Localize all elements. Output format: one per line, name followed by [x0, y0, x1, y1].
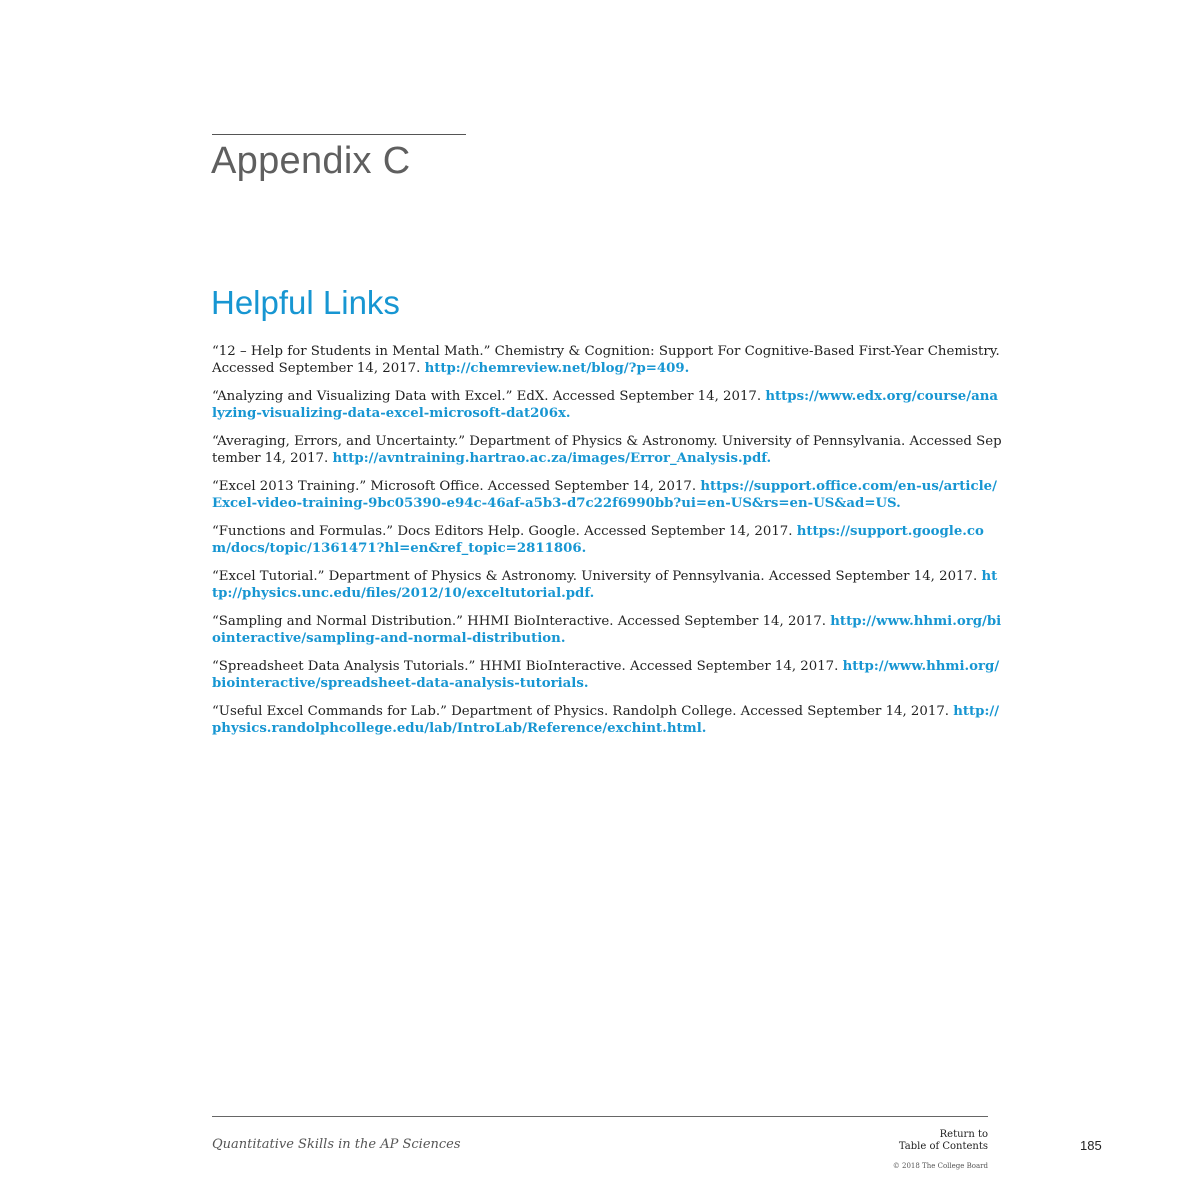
reference-item: [212, 524, 1002, 557]
return-line-2: Table of Contents: [898, 1141, 988, 1152]
reference-item: [212, 659, 1002, 692]
reference-text: “Sampling and Normal Distribution.” HHMI BioInteractive. Accessed September 14, 2017.: [212, 614, 831, 629]
reference-link[interactable]: https://www.edx.org/course/analyzing-visualizing-data-excel-microsoft-dat206x.: [212, 389, 998, 421]
reference-text: “Functions and Formulas.” Docs Editors Help. Google. Accessed September 14, 2017.: [212, 524, 797, 539]
reference-list: [212, 344, 1002, 749]
reference-text: “Analyzing and Visualizing Data with Excel.” EdX. Accessed September 14, 2017.: [212, 389, 766, 404]
reference-link[interactable]: http://chemreview.net/blog/?p=409.: [424, 360, 690, 376]
title-rule: [212, 134, 466, 135]
reference-link[interactable]: https://support.google.com/docs/topic/1361471?hl=en&ref_topic=2811806.: [212, 524, 984, 556]
reference-text: “12 – Help for Students in Mental Math.” Chemistry & Cognition: Support For Cognitive-Based First-Year Chemistry. Accessed September 14, 2017.: [212, 344, 1000, 376]
reference-link[interactable]: http://avntraining.hartrao.ac.za/images/Error_Analysis.pdf.: [332, 450, 772, 466]
section-title: Helpful Links: [211, 284, 400, 321]
appendix-title: Appendix C: [211, 140, 411, 182]
page-number: 185: [1080, 1138, 1102, 1153]
reference-item: [212, 614, 1002, 647]
reference-link[interactable]: http://www.hhmi.org/biointeractive/sampling-and-normal-distribution.: [212, 614, 1002, 646]
reference-item: [212, 434, 1002, 467]
reference-text: “Averaging, Errors, and Uncertainty.” Department of Physics & Astronomy. University of Pennsylvania. Accessed September 14, 2017.: [212, 434, 1002, 466]
reference-item: [212, 389, 1002, 422]
copyright-notice: © 2018 The College Board: [892, 1162, 988, 1170]
reference-link[interactable]: http://physics.unc.edu/files/2012/10/exceltutorial.pdf.: [212, 569, 998, 601]
return-to-toc-link[interactable]: [899, 1129, 988, 1153]
reference-item: [212, 479, 1002, 512]
reference-text: “Useful Excel Commands for Lab.” Department of Physics. Randolph College. Accessed September 14, 2017.: [212, 704, 954, 719]
footer-book-title: Quantitative Skills in the AP Sciences: [212, 1137, 461, 1152]
reference-link[interactable]: http://physics.randolphcollege.edu/lab/IntroLab/Reference/exchint.html.: [212, 704, 1000, 736]
footer-rule: [212, 1116, 988, 1117]
reference-item: [212, 704, 1002, 737]
return-line-1: Return to: [939, 1129, 988, 1140]
reference-text: “Spreadsheet Data Analysis Tutorials.” HHMI BioInteractive. Accessed September 14, 2017.: [212, 659, 843, 674]
reference-text: “Excel 2013 Training.” Microsoft Office. Accessed September 14, 2017.: [212, 479, 701, 494]
reference-item: [212, 344, 1002, 377]
reference-link[interactable]: https://support.office.com/en-us/article/Excel-video-training-9bc05390-e94c-46af-a5b3-d7c22f6990bb?ui=en-US&rs=en-US&ad=US.: [212, 479, 997, 511]
reference-link[interactable]: http://www.hhmi.org/biointeractive/spreadsheet-data-analysis-tutorials.: [212, 659, 1000, 691]
reference-item: [212, 569, 1002, 602]
reference-text: “Excel Tutorial.” Department of Physics & Astronomy. University of Pennsylvania. Accessed September 14, 2017.: [212, 569, 982, 584]
